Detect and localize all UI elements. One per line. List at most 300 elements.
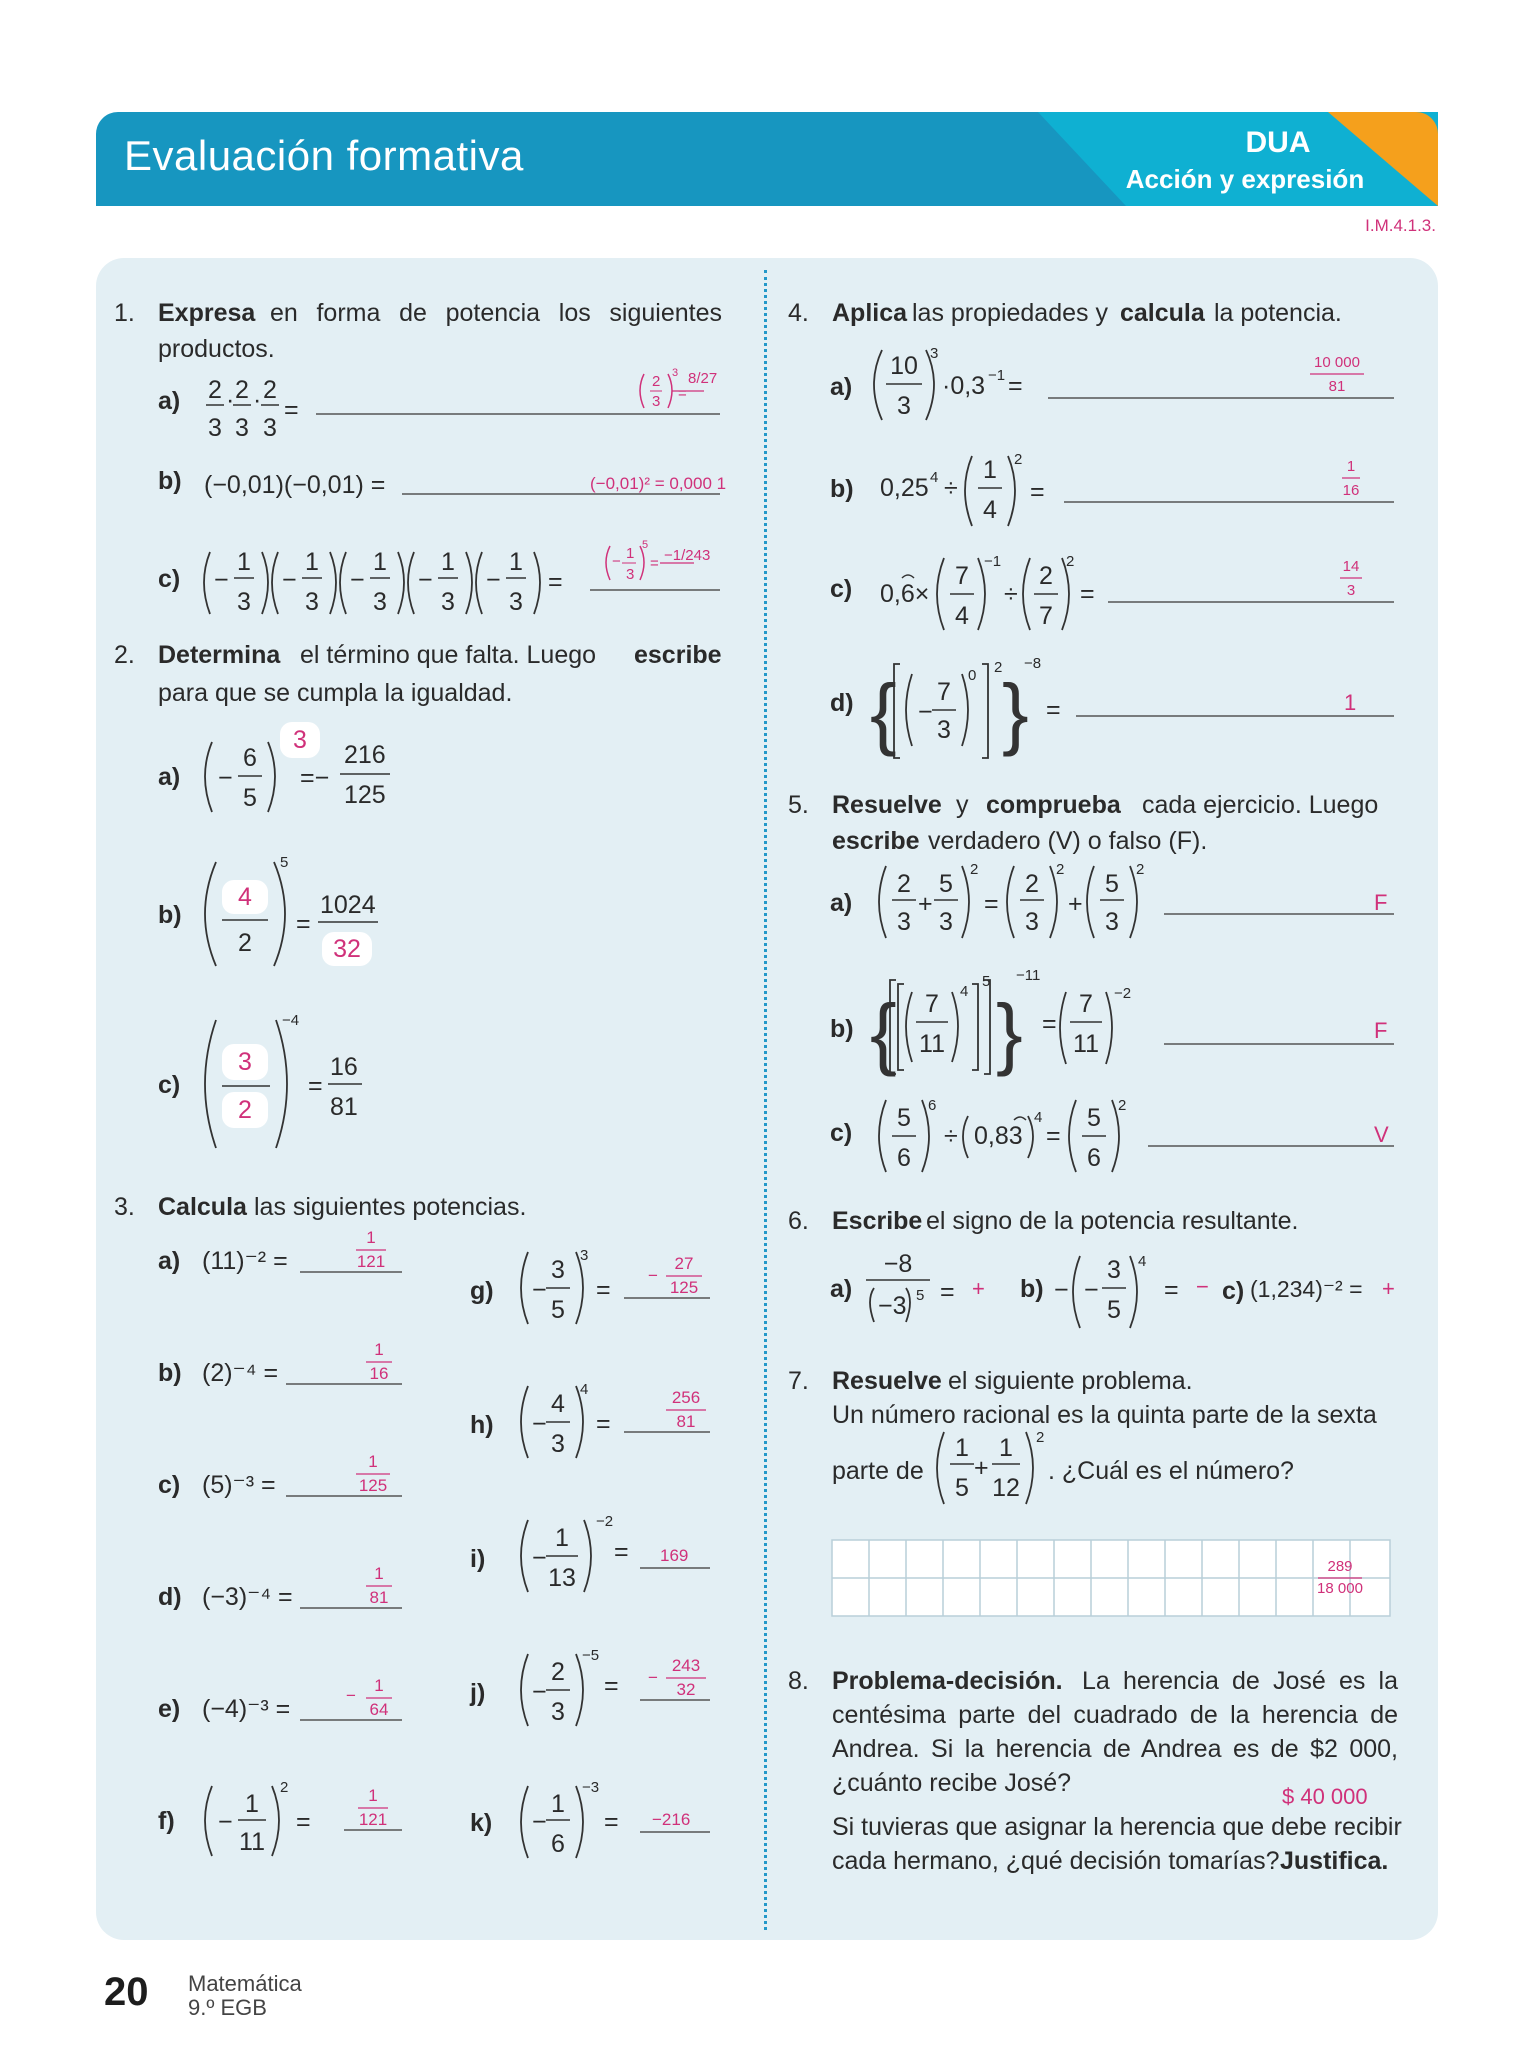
q4-instruction-end: la potencia.	[1214, 299, 1342, 327]
q8-justify: Justifica.	[1280, 1847, 1389, 1875]
q6c-expression: (1,234)⁻² =	[1250, 1276, 1363, 1302]
svg-text:2: 2	[263, 376, 277, 404]
svg-text:−: −	[532, 1410, 547, 1438]
svg-text:3: 3	[897, 908, 911, 936]
svg-text:1: 1	[237, 548, 251, 576]
svg-text:3: 3	[208, 414, 222, 442]
q1c-expression	[204, 548, 563, 616]
q3k-label: k)	[470, 1809, 493, 1837]
svg-text:3: 3	[626, 566, 635, 583]
svg-text:=: =	[596, 1410, 611, 1438]
svg-text:3: 3	[939, 908, 953, 936]
q6c-label: c)	[1222, 1277, 1245, 1305]
q2c-answer-numerator: 3	[222, 1044, 268, 1080]
svg-text:=: =	[548, 568, 563, 596]
svg-text:0,83: 0,83	[974, 1122, 1023, 1150]
svg-text:3: 3	[305, 588, 319, 616]
svg-text:−: −	[918, 698, 933, 726]
svg-text:4: 4	[960, 983, 969, 1000]
svg-text:5: 5	[1105, 870, 1119, 898]
q8-line4: ¿cuánto recibe José?	[832, 1769, 1072, 1797]
q3h-label: h)	[470, 1411, 494, 1439]
q2-number: 2.	[114, 641, 135, 669]
q4a-expression	[874, 345, 1023, 420]
q5a-label: a)	[830, 889, 853, 917]
q4b-answer-numerator: 1	[1346, 458, 1356, 475]
svg-text:=: =	[984, 890, 999, 918]
q2a-result-numerator: 216	[344, 741, 386, 769]
q6-instruction: el signo de la potencia resultante.	[926, 1207, 1299, 1235]
svg-text:11: 11	[1073, 1030, 1099, 1058]
q6b-answer: −	[1196, 1274, 1209, 1299]
page-title: Evaluación formativa	[124, 132, 524, 179]
svg-text:1: 1	[305, 548, 319, 576]
svg-text:4: 4	[1138, 1253, 1147, 1270]
svg-text:−8: −8	[1024, 655, 1042, 672]
svg-text:}: }	[996, 988, 1023, 1077]
q2b-answer-denominator: 32	[322, 932, 372, 966]
svg-text:4: 4	[930, 469, 939, 486]
svg-text:−3: −3	[582, 1779, 600, 1796]
q4b-answer-denominator: 16	[1342, 482, 1360, 499]
svg-text:3: 3	[551, 1256, 565, 1284]
svg-text:2: 2	[1118, 1097, 1127, 1114]
q3b-expression: (2)⁻⁴ =	[202, 1359, 279, 1387]
svg-text:2: 2	[1039, 562, 1053, 590]
q4c-answer-denominator: 3	[1346, 582, 1356, 599]
svg-text:}: }	[1002, 668, 1029, 757]
svg-text:5: 5	[642, 539, 649, 551]
svg-text:3: 3	[1025, 908, 1039, 936]
svg-text:·0,3: ·0,3	[942, 372, 986, 400]
dua-subtitle: Acción y expresión	[1125, 164, 1365, 194]
q3b-label: b)	[158, 1359, 182, 1387]
q5-verb3: escribe	[832, 827, 920, 855]
svg-text:3: 3	[672, 367, 679, 379]
svg-text:2: 2	[551, 1658, 565, 1686]
svg-text:11: 11	[239, 1828, 265, 1856]
q2b-result-numerator: 1024	[320, 891, 376, 919]
q3d-label: d)	[158, 1583, 182, 1611]
svg-text:0,25: 0,25	[880, 474, 929, 502]
q5c-label: c)	[830, 1119, 853, 1147]
footer-grade: 9.º EGB	[188, 1995, 267, 2020]
svg-text:÷: ÷	[944, 1122, 958, 1150]
q3a-expression: (11)⁻² =	[202, 1247, 288, 1275]
svg-text:=: =	[1080, 580, 1095, 608]
q3e-answer-denominator: 64	[369, 1700, 389, 1719]
svg-text:−: −	[612, 553, 621, 570]
q5-conjunction: y	[956, 791, 969, 819]
q3j-answer-numerator: 243	[671, 1656, 701, 1675]
q5-number: 5.	[788, 791, 809, 819]
q2b-label: b)	[158, 901, 182, 929]
svg-text:=: =	[1008, 372, 1023, 400]
q3d-answer-denominator: 81	[369, 1588, 389, 1607]
svg-text:2: 2	[652, 373, 661, 390]
q3g-expression	[521, 1247, 611, 1324]
q1-instruction: en forma de potencia los siguientes	[270, 299, 722, 327]
svg-text:5: 5	[982, 973, 991, 990]
svg-text:3: 3	[263, 414, 277, 442]
svg-text:6: 6	[551, 1830, 565, 1858]
q4d-label: d)	[830, 689, 854, 717]
q5a-expression	[879, 861, 1144, 938]
svg-text:2: 2	[1136, 861, 1145, 878]
q2-verb: Determina	[158, 641, 281, 669]
q3e-answer-sign: −	[346, 1686, 356, 1705]
svg-text:7: 7	[955, 562, 969, 590]
svg-text:3: 3	[551, 1430, 565, 1458]
svg-text:4: 4	[551, 1390, 565, 1418]
q3e-expression: (−4)⁻³ =	[202, 1695, 291, 1723]
svg-text:=: =	[1030, 478, 1045, 506]
svg-text:2: 2	[970, 861, 979, 878]
q1a-answer: 8/27	[688, 370, 718, 387]
svg-text:2: 2	[280, 1779, 289, 1796]
svg-text:+: +	[1068, 890, 1083, 918]
q6-number: 6.	[788, 1207, 809, 1235]
q4d-expression	[870, 655, 1061, 758]
svg-text:2: 2	[994, 659, 1003, 676]
svg-text:5: 5	[551, 1296, 565, 1324]
q6a-expression	[866, 1250, 955, 1322]
svg-text:−2: −2	[596, 1513, 614, 1530]
svg-text:2: 2	[235, 376, 249, 404]
svg-text:4: 4	[983, 496, 997, 524]
svg-text:=: =	[308, 1072, 323, 1100]
svg-text:2: 2	[1056, 861, 1065, 878]
q3-number: 3.	[114, 1193, 135, 1221]
svg-text:−: −	[282, 566, 297, 594]
svg-text:3: 3	[1107, 1256, 1121, 1284]
q3i-expression	[521, 1513, 629, 1592]
q2c-result-numerator: 16	[330, 1053, 358, 1081]
svg-text:3: 3	[937, 716, 951, 744]
svg-text:1: 1	[626, 545, 635, 562]
svg-text:−: −	[532, 1678, 547, 1706]
q2b-denominator: 2	[238, 929, 252, 957]
svg-text:3: 3	[373, 588, 387, 616]
q7-problem-line2: Un número racional es la quinta parte de la sexta	[832, 1401, 1377, 1429]
svg-text:1: 1	[509, 548, 523, 576]
q1c-answer: −1/243	[664, 547, 711, 564]
q3g-answer-numerator: 27	[674, 1254, 694, 1273]
q2c-label: c)	[158, 1071, 181, 1099]
svg-text:+: +	[974, 1454, 989, 1482]
svg-text:2: 2	[1025, 870, 1039, 898]
svg-text:1: 1	[983, 456, 997, 484]
svg-text:10: 10	[890, 352, 918, 380]
svg-text:0,6×: 0,6×	[880, 580, 930, 608]
svg-text:3: 3	[441, 588, 455, 616]
svg-text:2: 2	[1066, 553, 1075, 570]
q1-number: 1.	[114, 299, 135, 327]
q7-expression	[937, 1429, 1044, 1504]
q5-instruction-line2: verdadero (V) o falso (F).	[928, 827, 1208, 855]
q2c-result-denominator: 81	[330, 1093, 358, 1121]
svg-text:6: 6	[897, 1144, 911, 1172]
svg-text:1: 1	[999, 1434, 1013, 1462]
q3f-answer-numerator: 1	[368, 1786, 378, 1805]
svg-text:·: ·	[253, 386, 262, 414]
dua-title: DUA	[1245, 126, 1311, 159]
q1a-expression	[206, 376, 299, 442]
q3e-label: e)	[158, 1695, 181, 1723]
svg-text:1: 1	[245, 1790, 259, 1818]
svg-text:=: =	[650, 555, 659, 572]
svg-text:7: 7	[937, 678, 951, 706]
q5b-label: b)	[830, 1015, 854, 1043]
q3h-answer-denominator: 81	[676, 1412, 696, 1431]
svg-text:=−: =−	[300, 764, 330, 792]
q4a-answer-denominator: 81	[1328, 378, 1346, 395]
q2c-answer-denominator: 2	[222, 1092, 268, 1128]
q7-verb: Resuelve	[832, 1367, 942, 1395]
svg-text:{: {	[870, 668, 897, 757]
q4c-label: c)	[830, 575, 853, 603]
q4-number: 4.	[788, 299, 809, 327]
q1c-label: c)	[158, 565, 181, 593]
q3i-answer: 169	[660, 1546, 689, 1565]
svg-text:÷: ÷	[944, 474, 958, 502]
svg-text:−2: −2	[1114, 985, 1132, 1002]
svg-text:6: 6	[243, 744, 257, 772]
q5a-answer: F	[1374, 890, 1388, 915]
q3a-answer-numerator: 1	[366, 1228, 376, 1247]
svg-text:−: −	[1084, 1276, 1099, 1304]
svg-text:=: =	[296, 1808, 311, 1836]
svg-text:11: 11	[919, 1030, 945, 1058]
q3j-expression	[521, 1647, 619, 1726]
q8-number: 8.	[788, 1667, 809, 1695]
q7-problem-line3a: parte de	[832, 1457, 924, 1485]
svg-text:5: 5	[897, 1104, 911, 1132]
svg-text:5: 5	[1087, 1104, 1101, 1132]
svg-text:3: 3	[237, 588, 251, 616]
q4d-answer: 1	[1344, 690, 1357, 715]
svg-text:−1: −1	[984, 553, 1002, 570]
svg-text:5: 5	[916, 1287, 925, 1304]
svg-text:7: 7	[925, 990, 939, 1018]
q5-verb2: comprueba	[986, 791, 1121, 819]
svg-text:5: 5	[955, 1474, 969, 1502]
svg-text:−11: −11	[1016, 967, 1041, 984]
svg-text:5: 5	[243, 784, 257, 812]
svg-text:=: =	[614, 1538, 629, 1566]
q6-verb: Escribe	[832, 1207, 923, 1235]
q5c-answer: V	[1374, 1122, 1389, 1147]
q3f-answer-denominator: 121	[358, 1810, 388, 1829]
q8-line6: cada hermano, ¿qué decisión tomarías?	[832, 1847, 1280, 1875]
svg-text:3: 3	[930, 345, 939, 362]
svg-text:−8: −8	[883, 1250, 913, 1278]
q4c-answer-numerator: 14	[1342, 558, 1360, 575]
q3-verb: Calcula	[158, 1193, 247, 1221]
svg-text:+: +	[918, 890, 933, 918]
svg-text:=: =	[604, 1672, 619, 1700]
q3h-answer-numerator: 256	[671, 1388, 701, 1407]
svg-text:·: ·	[226, 386, 235, 414]
svg-text:−5: −5	[582, 1647, 600, 1664]
q1a-label: a)	[158, 387, 181, 415]
svg-text:=: =	[596, 1276, 611, 1304]
q1-instruction-line2: productos.	[158, 335, 275, 363]
page-number: 20	[104, 1970, 149, 2014]
q3g-answer-sign: −	[648, 1266, 658, 1285]
svg-text:2: 2	[897, 870, 911, 898]
q3k-expression	[521, 1779, 619, 1858]
q6c-answer: +	[1382, 1276, 1395, 1301]
svg-text:−3: −3	[878, 1292, 907, 1320]
svg-text:1: 1	[373, 548, 387, 576]
q5b-expression	[870, 967, 1131, 1077]
q2b-answer-numerator: 4	[222, 880, 268, 914]
svg-text:=: =	[678, 385, 687, 402]
svg-text:{: {	[870, 988, 897, 1077]
svg-text:4: 4	[1034, 1109, 1043, 1126]
q3b-answer-denominator: 16	[369, 1364, 389, 1383]
q2a-label: a)	[158, 763, 181, 791]
svg-text:7: 7	[1039, 602, 1053, 630]
q3g-label: g)	[470, 1277, 494, 1305]
q4-instruction: las propiedades y	[912, 299, 1108, 327]
svg-text:5: 5	[1107, 1296, 1121, 1324]
svg-text:1: 1	[955, 1434, 969, 1462]
q2c-expression	[205, 1020, 362, 1148]
svg-text:5: 5	[939, 870, 953, 898]
svg-text:3: 3	[509, 588, 523, 616]
svg-text:=: =	[1042, 1010, 1057, 1038]
q5-verb: Resuelve	[832, 791, 942, 819]
svg-text:−: −	[218, 764, 233, 792]
q1-verb: Expresa	[158, 299, 256, 327]
svg-text:−: −	[1054, 1276, 1069, 1304]
q4-verb2: calcula	[1120, 299, 1205, 327]
q8-line3: Andrea. Si la herencia de Andrea es de $2 000,	[832, 1735, 1398, 1763]
q8-verb: Problema-decisión.	[832, 1667, 1063, 1695]
q3d-answer-numerator: 1	[374, 1564, 384, 1583]
q6b-expression	[1054, 1253, 1179, 1328]
q7-problem-line3b: . ¿Cuál es el número?	[1048, 1457, 1294, 1485]
svg-text:1: 1	[551, 1790, 565, 1818]
q8-line1: La herencia de José es la	[1082, 1667, 1398, 1695]
svg-text:3: 3	[580, 1247, 589, 1264]
svg-text:3: 3	[652, 393, 661, 410]
svg-text:−: −	[214, 566, 229, 594]
svg-text:=: =	[296, 910, 311, 938]
svg-text:−: −	[418, 566, 433, 594]
indicator-code: I.M.4.1.3.	[1365, 216, 1436, 235]
svg-text:2: 2	[1036, 1429, 1045, 1446]
svg-text:4: 4	[580, 1381, 589, 1398]
q5-instruction: cada ejercicio. Luego	[1142, 791, 1379, 819]
svg-text:=: =	[604, 1808, 619, 1836]
svg-text:0: 0	[968, 667, 977, 684]
q4c-expression	[880, 553, 1095, 630]
q5c-expression	[879, 1097, 1126, 1172]
q3g-answer-denominator: 125	[669, 1278, 699, 1297]
q7-answer-grid	[832, 1540, 1390, 1616]
q8-answer: $ 40 000	[1282, 1784, 1368, 1809]
q4a-answer-numerator: 10 000	[1314, 354, 1360, 371]
q1b-label: b)	[158, 467, 182, 495]
svg-text:6: 6	[1087, 1144, 1101, 1172]
q1b-answer: (−0,01)² = 0,000 1	[590, 474, 727, 493]
q4-verb: Aplica	[832, 299, 908, 327]
q3c-expression: (5)⁻³ =	[202, 1471, 276, 1499]
q2b-exponent: 5	[280, 854, 289, 871]
svg-text:−: −	[532, 1276, 547, 1304]
svg-text:3: 3	[235, 414, 249, 442]
svg-text:7: 7	[1079, 990, 1093, 1018]
q2c-exponent: −4	[282, 1012, 300, 1029]
q7-answer-denominator: 18 000	[1317, 1580, 1363, 1597]
svg-text:3: 3	[897, 392, 911, 420]
svg-text:12: 12	[992, 1474, 1020, 1502]
q3i-label: i)	[470, 1545, 486, 1573]
q3f-label: f)	[158, 1807, 175, 1835]
q3b-answer-numerator: 1	[374, 1340, 384, 1359]
q2-verb2: escribe	[634, 641, 722, 669]
q3h-expression	[521, 1381, 611, 1458]
q4a-label: a)	[830, 373, 853, 401]
svg-text:6: 6	[928, 1097, 937, 1114]
q4b-expression	[880, 451, 1045, 526]
svg-text:1: 1	[441, 548, 455, 576]
q2-instruction: el término que falta. Luego	[300, 641, 597, 669]
q3a-label: a)	[158, 1247, 181, 1275]
q6a-label: a)	[830, 1275, 853, 1303]
svg-text:13: 13	[548, 1564, 576, 1592]
q3-instruction: las siguientes potencias.	[254, 1193, 527, 1221]
svg-text:−: −	[218, 1808, 233, 1836]
q6a-answer: +	[972, 1276, 985, 1301]
q3f-expression	[205, 1779, 311, 1856]
q8-line5: Si tuvieras que asignar la herencia que debe recibir	[832, 1813, 1402, 1841]
svg-text:=: =	[1046, 696, 1061, 724]
svg-text:−: −	[486, 566, 501, 594]
svg-text:=: =	[1164, 1276, 1179, 1304]
svg-text:1: 1	[555, 1524, 569, 1552]
q4b-label: b)	[830, 475, 854, 503]
svg-text:=: =	[284, 396, 299, 424]
q3j-answer-sign: −	[648, 1668, 658, 1687]
svg-text:4: 4	[955, 602, 969, 630]
q2-instruction-line2: para que se cumpla la igualdad.	[158, 679, 513, 707]
svg-text:÷: ÷	[1004, 580, 1018, 608]
q3c-answer-denominator: 125	[358, 1476, 388, 1495]
svg-text:=: =	[940, 1278, 955, 1306]
q7-number: 7.	[788, 1367, 809, 1395]
q7-instruction: el siguiente problema.	[948, 1367, 1193, 1395]
q3k-answer: −216	[652, 1810, 691, 1829]
q3j-answer-denominator: 32	[676, 1680, 696, 1699]
q6b-label: b)	[1020, 1275, 1044, 1303]
svg-text:=: =	[1046, 1122, 1061, 1150]
q8-line2: centésima parte del cuadrado de la herencia de	[832, 1701, 1398, 1729]
q3c-label: c)	[158, 1471, 181, 1499]
q2a-answer-exponent: 3	[280, 722, 320, 758]
q3e-answer-numerator: 1	[374, 1676, 384, 1695]
q2a-result-denominator: 125	[344, 781, 386, 809]
q3a-answer-denominator: 121	[356, 1252, 386, 1271]
footer-subject-name: Matemática	[188, 1971, 302, 1996]
q3d-expression: (−3)⁻⁴ =	[202, 1583, 293, 1611]
q1b-expression: (−0,01)(−0,01) =	[204, 471, 386, 499]
svg-text:3: 3	[551, 1698, 565, 1726]
svg-text:−: −	[350, 566, 365, 594]
